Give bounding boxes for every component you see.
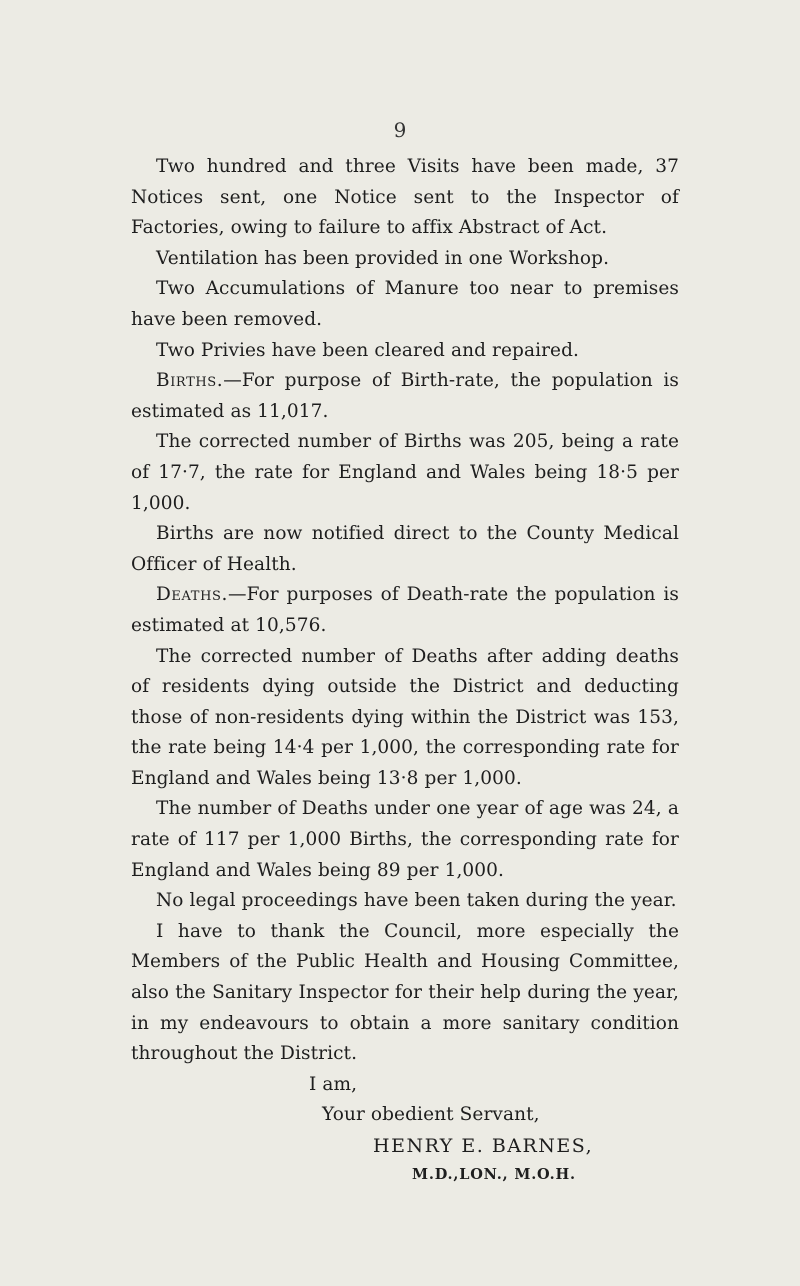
paragraph-text: The number of Deaths under one year of age was 24, a rate of 117 per 1,000 Births, the corresponding rate for England and Wales being 89 per 1,000. [131,798,679,881]
paragraph-text: Two hundred and three Visits have been made, 37 Notices sent, one Notice sent to the Inspector of Factories, owing to failure to affix Abstract of Act. [131,156,679,239]
paragraph-infant-deaths [131,794,679,886]
paragraph-text: —For purpose of Birth-rate, the population is estimated as 11,017. [131,370,679,422]
report-body [131,152,679,1188]
paragraph-manure [131,274,679,335]
letter-closing [131,1070,679,1188]
closing-i-am: I am, [309,1073,358,1095]
paragraph-births-notified [131,519,679,580]
signatory-degrees: M.D.,LON., M.O.H. [412,1165,576,1183]
paragraph-text: Ventilation has been provided in one Workshop. [156,247,610,269]
paragraph-births-rate [131,427,679,519]
paragraph-text: Births are now notified direct to the County Medical Officer of Health. [131,523,679,575]
paragraph-text: The corrected number of Births was 205, being a rate of 17·7, the rate for England and Wales being 18·5 per 1,000. [131,431,679,514]
page-number: 9 [393,118,407,142]
paragraph-ventilation [131,244,679,275]
paragraph-text: I have to thank the Council, more especially the Members of the Public Health and Housing Committee, also the Sanitary Inspector for their help during the year, in my endeavours to obtain a more sanitary condition throughout the District. [131,920,679,1065]
paragraph-visits [131,152,679,244]
paragraph-deaths-population [131,580,679,641]
paragraph-births-population [131,366,679,427]
paragraph-text: No legal proceedings have been taken during the year. [156,890,677,912]
paragraph-thanks [131,917,679,1070]
paragraph-legal-proceedings [131,886,679,917]
paragraph-text: Two Privies have been cleared and repaired. [156,339,580,361]
paragraph-privies [131,336,679,367]
paragraph-text: The corrected number of Deaths after adding deaths of residents dying outside the District and deducting those of non-residents dying within the District was 153, the rate being 14·4 per 1,000, the corresponding rate for England and Wales being 13·8 per 1,000. [131,645,679,789]
paragraph-text: —For purposes of Death-rate the population is estimated at 10,576. [131,584,679,636]
paragraph-text: Two Accumulations of Manure too near to premises have been removed. [131,278,679,330]
closing-servant: Your obedient Servant, [322,1104,540,1126]
paragraph-deaths-rate [131,642,679,795]
signatory-name: HENRY E. BARNES, [373,1135,594,1157]
section-lead-deaths: Deaths. [156,584,228,606]
section-lead-births: Births. [156,370,224,392]
